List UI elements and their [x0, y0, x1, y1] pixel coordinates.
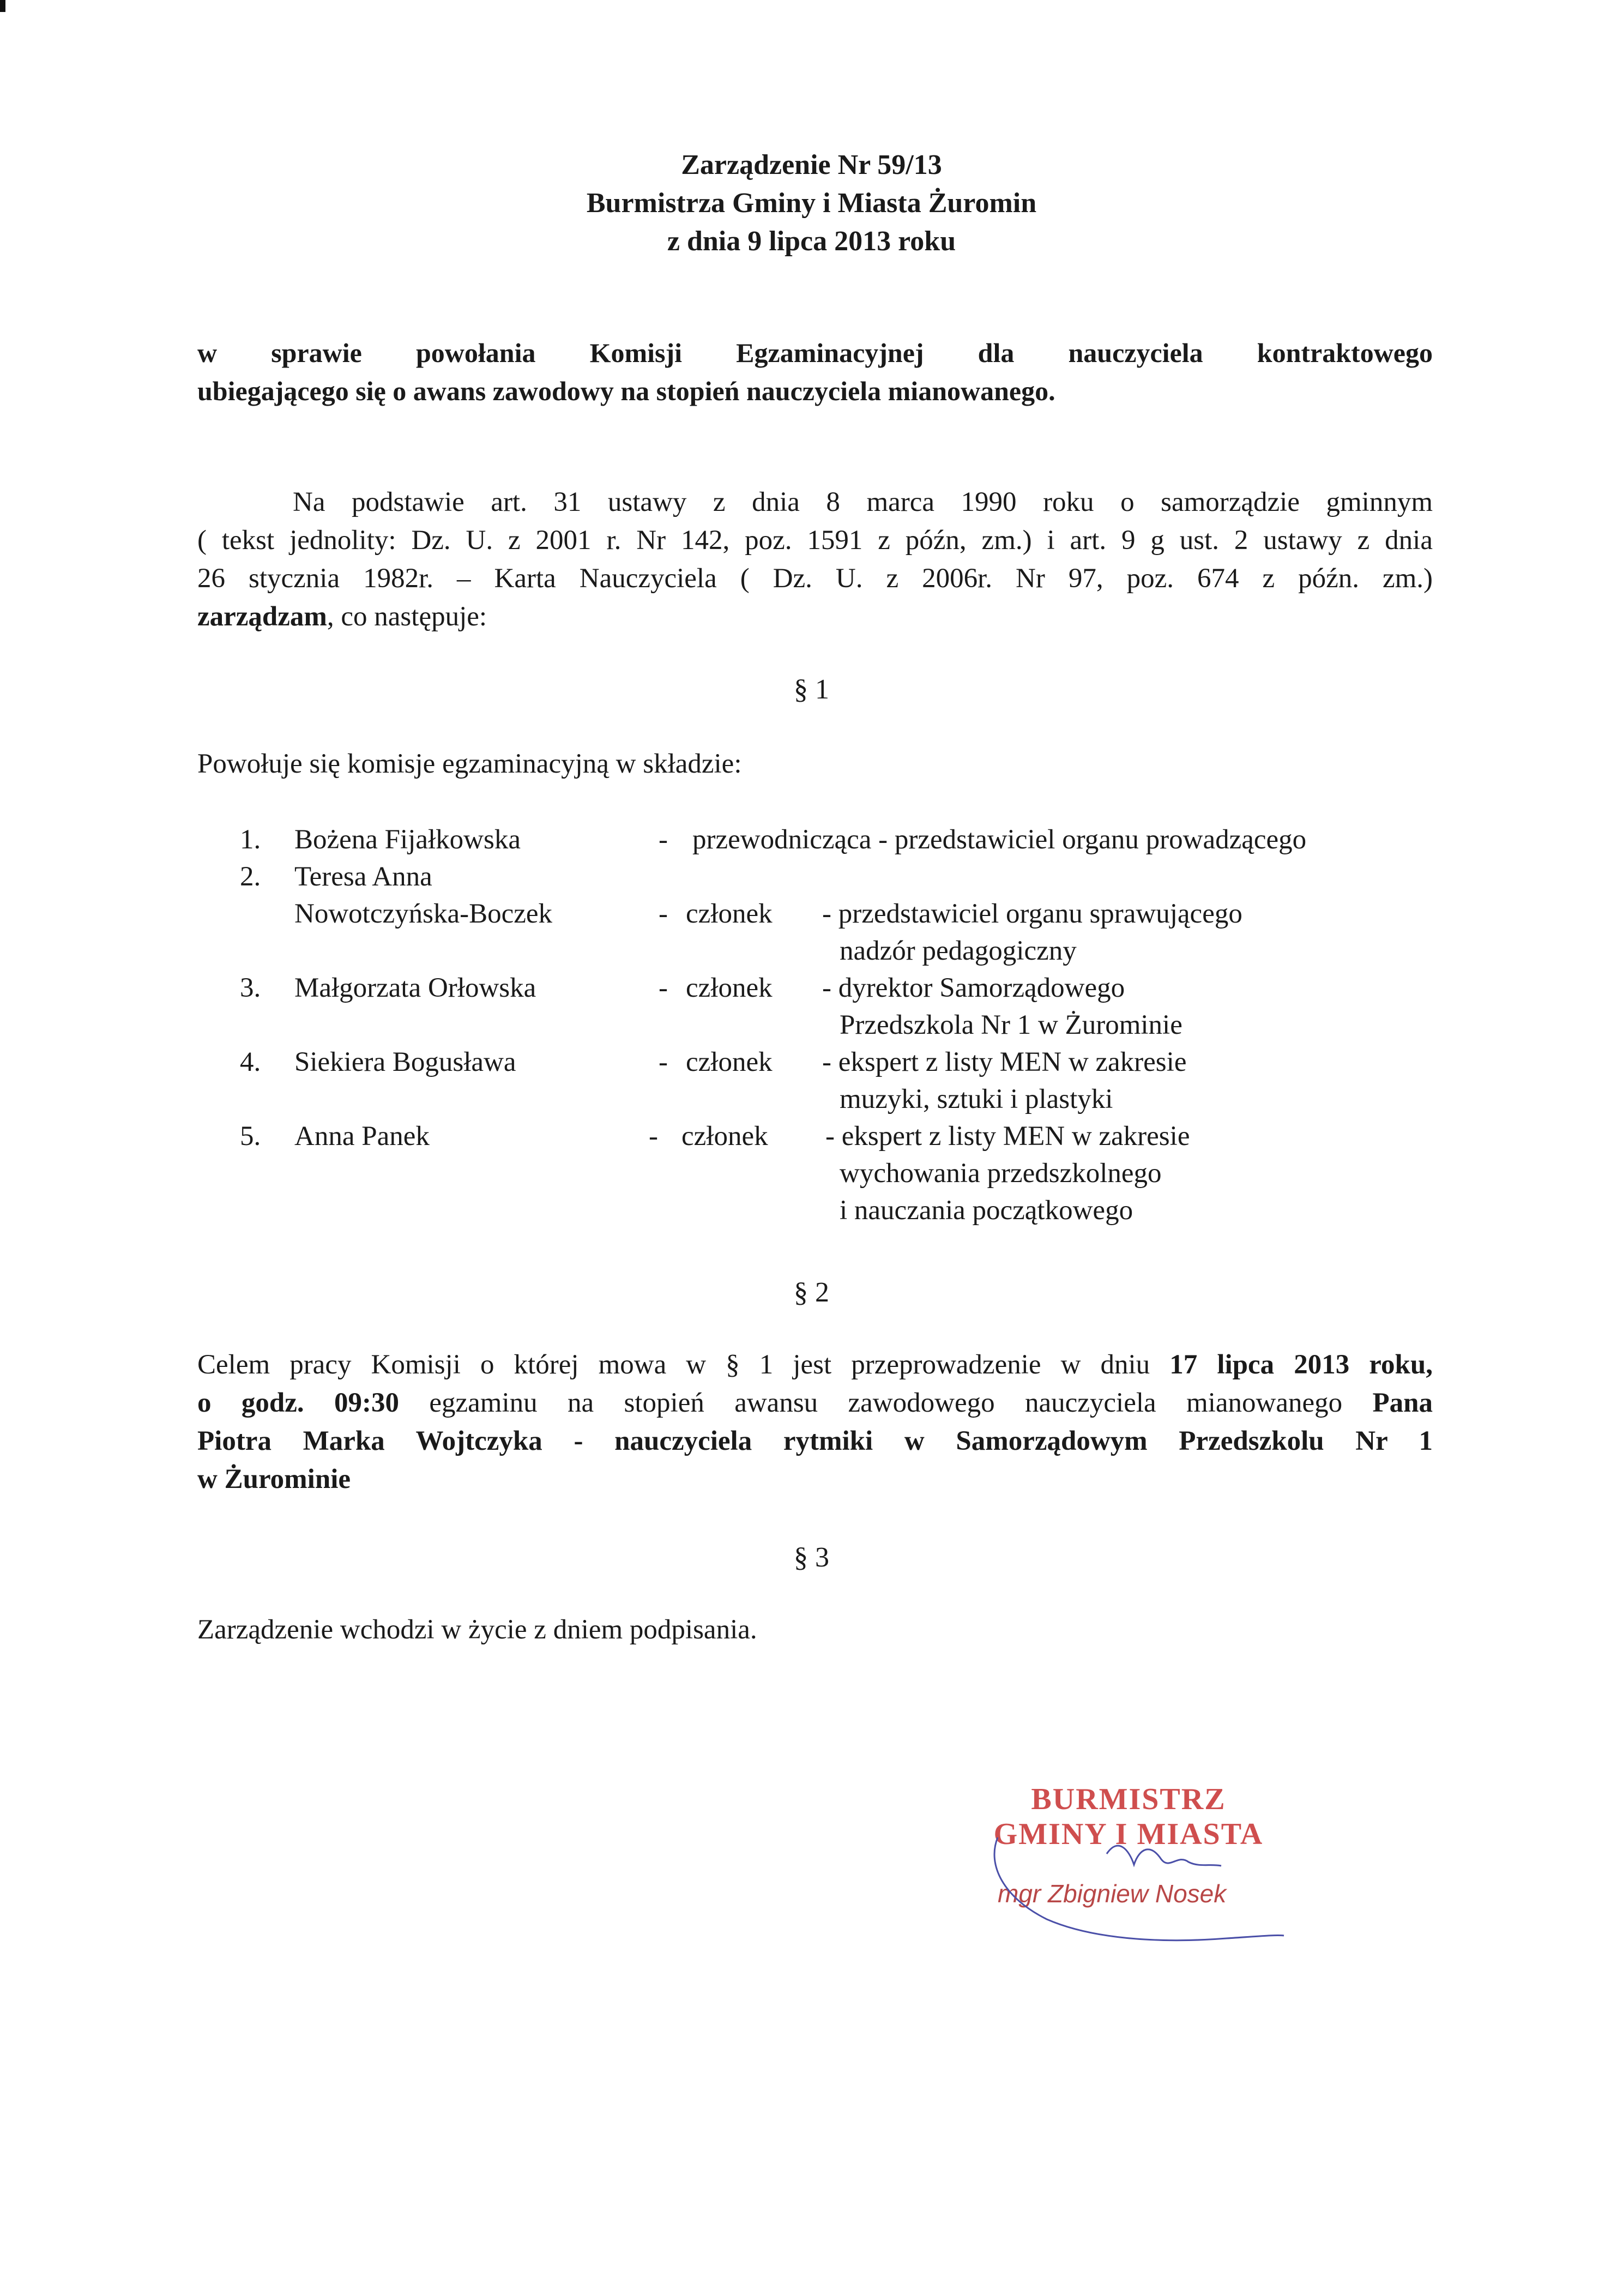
member-description-line-1: - przedstawiciel organu sprawującego — [822, 899, 1242, 929]
member-name: Małgorzata Orłowska — [294, 973, 536, 1003]
candidate-title: Pana — [1372, 1388, 1433, 1418]
section-2-mark: § 2 — [794, 1277, 829, 1308]
member-role: członek — [686, 973, 773, 1003]
member-number: 4. — [240, 1047, 261, 1077]
member-name: Siekiera Bogusława — [294, 1047, 516, 1077]
exam-time: o godz. 09:30 — [197, 1388, 399, 1418]
stamp-title: BURMISTRZ — [1031, 1782, 1226, 1816]
member-dash: - — [649, 1121, 658, 1152]
goal-line-1-text: Celem pracy Komisji o której mowa w § 1 jest przeprowadzenie w dniu — [197, 1349, 1170, 1380]
subject-paragraph — [197, 334, 1433, 410]
exam-date: 17 lipca 2013 roku, — [1169, 1349, 1433, 1380]
candidate-name-line: Piotra Marka Wojtczyka - nauczyciela rytmiki w Samorządowym Przedszkolu Nr 1 — [197, 1426, 1433, 1456]
member-name: Anna Panek — [294, 1121, 430, 1152]
member-role: członek — [686, 1047, 773, 1077]
goal-line-1 — [197, 1346, 1433, 1384]
member-name-line-2: Nowotczyńska-Boczek — [294, 899, 552, 929]
member-description-line-2: muzyki, sztuki i plastyki — [840, 1084, 1113, 1114]
member-number: 2. — [240, 861, 261, 892]
subject-line-1: w sprawie powołania Komisji Egzaminacyjnej dla nauczyciela kontraktowego — [197, 338, 1433, 368]
basis-line-3: 26 stycznia 1982r. – Karta Nauczyciela ( Dz. U. z 2006r. Nr 97, poz. 674 z późn. zm.) — [197, 563, 1433, 594]
basis-line-2: ( tekst jednolity: Dz. U. z 2001 r. Nr 142, poz. 1591 z późn, zm.) i art. 9 g ust. 2 ustawy z dnia — [197, 525, 1433, 556]
stamp-signatory-name: mgr Zbigniew Nosek — [998, 1879, 1227, 1908]
member-description-line-2: Przedszkola Nr 1 w Żurominie — [840, 1010, 1182, 1040]
member-dash: - — [659, 899, 668, 929]
member-role: członek — [681, 1121, 768, 1152]
basis-ordering-word: zarządzam — [197, 601, 327, 632]
document-header — [0, 146, 1623, 261]
goal-paragraph — [197, 1346, 1433, 1498]
member-dash: - — [659, 973, 668, 1003]
goal-line-2-text: egzaminu na stopień awansu zawodowego nauczyciela mianowanego — [399, 1388, 1373, 1418]
member-description-line-1: - dyrektor Samorządowego — [822, 973, 1125, 1003]
goal-line-2 — [197, 1384, 1433, 1422]
stamp-subtitle: GMINY I MIASTA — [993, 1817, 1264, 1851]
member-description-line-1: - ekspert z listy MEN w zakresie — [825, 1121, 1190, 1152]
member-name-line-1: Teresa Anna — [294, 861, 432, 892]
committee-lead: Powołuje się komisje egzaminacyjną w składzie: — [197, 749, 742, 779]
scan-edge-mark — [0, 0, 5, 12]
basis-line-4-rest: , co następuje: — [327, 601, 487, 632]
ordinance-number: Zarządzenie Nr 59/13 — [681, 149, 942, 180]
section-1-mark: § 1 — [794, 674, 829, 705]
handwritten-signature — [981, 1816, 1287, 1947]
member-description-line-2: wychowania przedszkolnego — [840, 1158, 1162, 1189]
member-description-line-3: i nauczania początkowego — [840, 1195, 1133, 1226]
member-description-line-2: nadzór pedagogiczny — [840, 936, 1077, 966]
subject-line-2: ubiegającego się o awans zawodowy na stopień nauczyciela mianowanego. — [197, 376, 1055, 406]
candidate-location: w Żurominie — [197, 1464, 351, 1494]
member-role: przewodnicząca - przedstawiciel organu prowadzącego — [692, 824, 1307, 855]
basis-line-1: Na podstawie art. 31 ustawy z dnia 8 marca 1990 roku o samorządzie gminnym — [293, 487, 1433, 517]
member-number: 5. — [240, 1121, 261, 1152]
section-3-mark: § 3 — [794, 1542, 829, 1573]
entry-into-force: Zarządzenie wchodzi w życie z dniem podpisania. — [197, 1614, 757, 1645]
member-role: członek — [686, 899, 773, 929]
member-number: 3. — [240, 973, 261, 1003]
member-description-line-1: - ekspert z listy MEN w zakresie — [822, 1047, 1187, 1077]
member-number: 1. — [240, 824, 261, 855]
member-name: Bożena Fijałkowska — [294, 824, 521, 855]
legal-basis-paragraph — [197, 483, 1433, 636]
issue-date: z dnia 9 lipca 2013 roku — [667, 226, 956, 257]
basis-line-4 — [197, 598, 1433, 636]
issuer: Burmistrza Gminy i Miasta Żuromin — [586, 188, 1037, 219]
member-dash: - — [659, 824, 668, 855]
member-dash: - — [659, 1047, 668, 1077]
